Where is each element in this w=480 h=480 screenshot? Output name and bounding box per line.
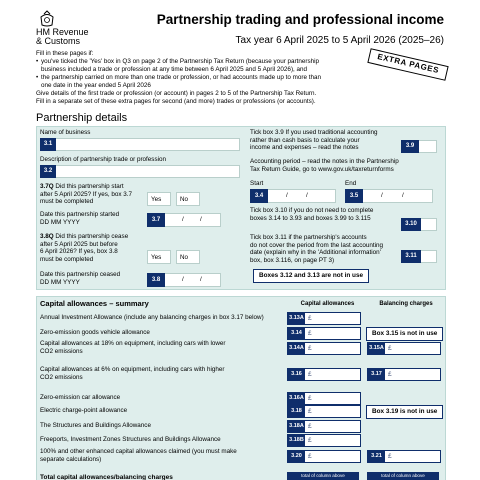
box-3-10-badge: 3.10: [401, 218, 421, 231]
intro-line-4: Give details of the first trade or profession (or account) in pages 2 to 5 of the Partnership Tax Return.: [36, 90, 317, 97]
royal-crest-icon: [39, 10, 55, 27]
box-number-badge: 3.18A: [288, 421, 305, 432]
capital-row-label: Annual Investment Allowance (include any balancing charges in box 3.17 below): [40, 314, 264, 321]
capital-allowance-field[interactable]: [287, 405, 361, 418]
currency-symbol: £: [308, 395, 312, 402]
tick-3-10-label: Tick box 3.10 if you do not need to complete boxes 3.14 to 3.93 and boxes 3.99 to 3.115: [250, 207, 374, 222]
accounting-period-label: Accounting period – read the notes in the Partnership Tax Return Guide, go to www.gov.uk/taxreturnforms: [250, 158, 399, 173]
org-line-2: & Customs: [36, 36, 81, 46]
capital-row-label: 100% and other enhanced capital allowances claimed (you must make separate calculations): [40, 448, 237, 463]
currency-symbol: £: [388, 453, 392, 460]
capital-allowance-field[interactable]: [287, 312, 361, 325]
capital-row-label: Capital allowances at 6% on equipment, including cars with higher CO2 emissions: [40, 366, 225, 381]
box-not-in-use-note: Box 3.15 is not in use: [366, 327, 443, 341]
q37-question: 3.7Q Did this partnership start after 5 April 2025? If yes, box 3.7 must be completed: [40, 183, 133, 206]
extra-pages-stamp: EXTRA PAGES: [367, 48, 448, 81]
total-capital-allowances-label: Total capital allowances/balancing charges: [40, 474, 173, 480]
box-not-in-use-note: Box 3.19 is not in use: [366, 405, 443, 419]
balancing-charge-field[interactable]: [367, 450, 441, 463]
currency-symbol: £: [308, 437, 312, 444]
box-3-7-badge: 3.7: [147, 213, 165, 227]
capital-allowance-field[interactable]: [287, 450, 361, 463]
description-label: Description of partnership trade or profession: [40, 156, 167, 163]
box-number-badge: 3.18B: [288, 435, 305, 446]
box-number-badge: 3.16A: [288, 393, 305, 404]
date-separator: /: [182, 216, 184, 223]
capital-row-label: Freeports, Investment Zones Structures and Buildings Allowance: [40, 436, 221, 443]
q38-yes-checkbox[interactable]: Yes: [147, 250, 171, 264]
box-number-badge: 3.14: [288, 328, 305, 339]
currency-symbol: £: [308, 453, 312, 460]
balancing-charge-field[interactable]: [367, 342, 441, 355]
intro-line-1: Fill in these pages if:: [36, 50, 94, 57]
intro-bullet-2: • the partnership carried on more than one trade or profession, or had accounts made up to more than one date in the year ended 5 April 2026: [36, 74, 322, 89]
total-column-caption: total of column above: [287, 472, 359, 480]
tick-3-11-label: Tick box 3.11 if the partnership's accounts do not cover the period from the last accounting date (explain why in the 'Additional information' box, box 3.116, on page PT 3): [250, 234, 384, 264]
currency-symbol: £: [388, 371, 392, 378]
currency-symbol: £: [308, 423, 312, 430]
currency-symbol: £: [308, 408, 312, 415]
box-number-badge: 3.14A: [288, 343, 305, 354]
currency-symbol: £: [388, 345, 392, 352]
box-3-5-badge: 3.5: [345, 189, 363, 203]
box-number-badge: 3.15A: [368, 343, 385, 354]
date-separator: /: [402, 192, 404, 199]
box-number-badge: 3.21: [368, 451, 385, 462]
date-separator: /: [286, 192, 288, 199]
capital-allowance-field[interactable]: [287, 420, 361, 433]
date-ceased-label: Date this partnership ceased DD MM YYYY: [40, 271, 121, 286]
capital-row-label: Zero-emission goods vehicle allowance: [40, 329, 150, 336]
section-title: Partnership details: [36, 112, 128, 124]
capital-allowance-field[interactable]: [287, 392, 361, 405]
capital-allowance-field[interactable]: [287, 368, 361, 381]
capital-allowance-field[interactable]: [287, 327, 361, 340]
end-label: End: [345, 180, 357, 187]
currency-symbol: £: [308, 330, 312, 337]
capital-allowance-field[interactable]: [287, 342, 361, 355]
box-3-11-badge: 3.11: [401, 250, 421, 263]
box-3-9-badge: 3.9: [401, 140, 419, 153]
hmrc-logo-text: [36, 28, 89, 46]
box-number-badge: 3.20: [288, 451, 305, 462]
capital-row-label: Capital allowances at 18% on equipment, including cars with lower CO2 emissions: [40, 340, 226, 355]
capital-allowances-column-header: Capital allowances: [300, 301, 355, 307]
q38-question: 3.8Q Did this partnership cease after 5 April 2025 but before 6 April 2026? If yes, box 3.8 must be completed: [40, 233, 129, 263]
date-separator: /: [182, 276, 184, 283]
date-started-label: Date this partnership started DD MM YYYY: [40, 211, 120, 226]
currency-symbol: £: [308, 315, 312, 322]
date-separator: /: [200, 216, 202, 223]
box-number-badge: 3.13A: [288, 313, 305, 324]
tick-3-9-label: Tick box 3.9 If you used traditional accounting rather than cash basis to calculate your income and expenses – read the notes: [250, 129, 378, 152]
box-number-badge: 3.18: [288, 406, 305, 417]
box-number-badge: 3.16: [288, 369, 305, 380]
q37-no-checkbox[interactable]: No: [176, 192, 200, 206]
page-title: Partnership trading and professional income: [156, 12, 444, 27]
q37-yes-checkbox[interactable]: Yes: [147, 192, 171, 206]
box-3-2-badge: 3.2: [40, 165, 56, 178]
q38-no-checkbox[interactable]: No: [176, 250, 200, 264]
box-3-1-badge: 3.1: [40, 138, 56, 151]
name-of-business-field[interactable]: [40, 138, 240, 151]
org-line-1: HM Revenue: [36, 27, 89, 37]
date-separator: /: [381, 192, 383, 199]
intro-bullet-1: • you've ticked the 'Yes' box in Q3 on page 2 of the Partnership Tax Return (because your partnership business included a trade or profession at any time between 6 April 2025 and 5 April 2026), and: [36, 58, 320, 73]
box-number-badge: 3.17: [368, 369, 385, 380]
date-separator: /: [200, 276, 202, 283]
balancing-charge-field[interactable]: [367, 368, 441, 381]
capital-row-label: The Structures and Buildings Allowance: [40, 422, 151, 429]
name-of-business-label: Name of business: [40, 129, 91, 136]
start-label: Start: [250, 180, 264, 187]
boxes-not-in-use-note: Boxes 3.12 and 3.13 are not in use: [253, 269, 369, 283]
total-column-caption: total of column above: [367, 472, 439, 480]
capital-row-label: Electric charge-point allowance: [40, 407, 128, 414]
currency-symbol: £: [308, 345, 312, 352]
box-3-8-badge: 3.8: [147, 273, 165, 287]
balancing-charges-column-header: Balancing charges: [379, 301, 433, 307]
capital-row-label: Zero-emission car allowance: [40, 394, 121, 401]
currency-symbol: £: [308, 371, 312, 378]
box-3-4-badge: 3.4: [250, 189, 268, 203]
date-separator: /: [306, 192, 308, 199]
description-field[interactable]: [40, 165, 240, 178]
capital-allowance-field[interactable]: [287, 434, 361, 447]
capital-allowances-heading: Capital allowances – summary: [40, 299, 149, 308]
tax-year-subtitle: Tax year 6 April 2025 to 5 April 2026 (2025–26): [235, 35, 444, 46]
intro-line-5: Fill in a separate set of these extra pages for second (and more) trades or professions (or accounts).: [36, 98, 316, 105]
